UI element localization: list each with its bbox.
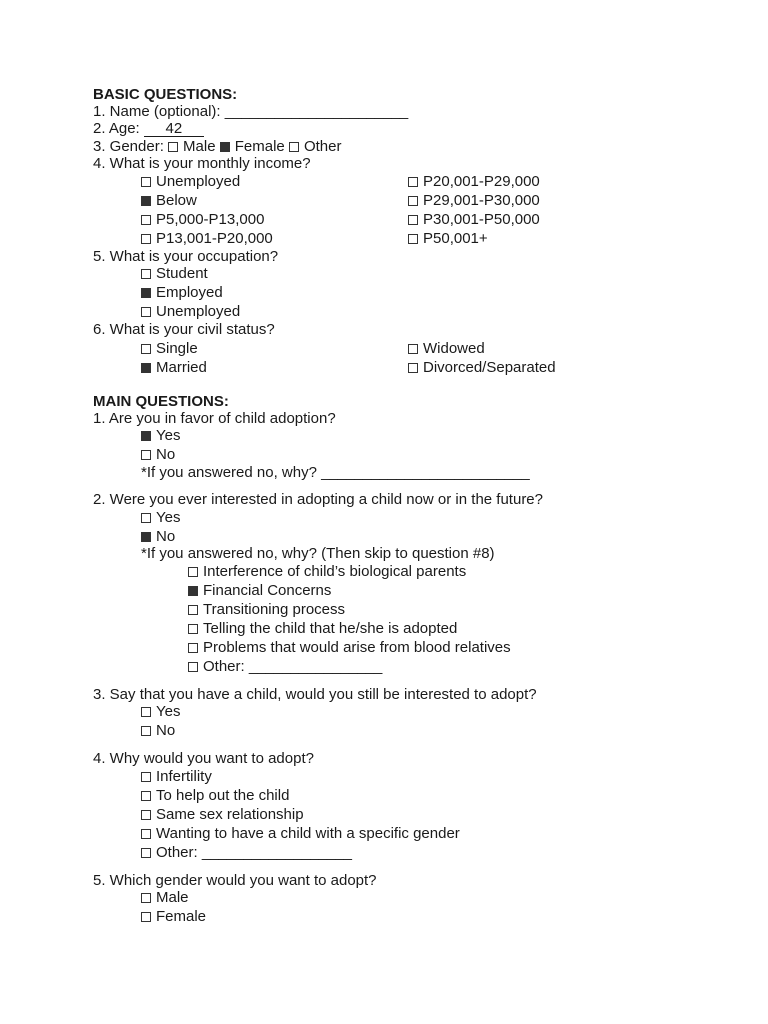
why-adopt-option (141, 787, 289, 805)
checkbox-icon (141, 234, 151, 244)
civil-status-option (408, 359, 556, 377)
checkbox-icon (141, 215, 151, 225)
checkbox-icon (188, 605, 198, 615)
checkbox-filled-icon (141, 196, 151, 206)
checkbox-icon (141, 810, 151, 820)
checkbox-icon (141, 450, 151, 460)
adoption-interest-followup: *If you answered no, why? (Then skip to question #8) (141, 545, 495, 562)
adoption-favor-followup: *If you answered no, why? _________________________ (141, 464, 530, 481)
gender-question (93, 138, 341, 156)
gender-label: 3. Gender: (93, 138, 169, 155)
option-label: Yes (156, 509, 181, 526)
option-label: Infertility (156, 768, 212, 785)
why-adopt-option (141, 768, 212, 786)
income-option-label: Below (156, 192, 197, 209)
income-option (141, 173, 240, 191)
checkbox-filled-icon (141, 288, 151, 298)
checkbox-filled-icon (141, 363, 151, 373)
reason-label: Other: ________________ (203, 658, 383, 675)
civil-status-option (141, 359, 207, 377)
option-label: To help out the child (156, 787, 290, 804)
gender-adopt-option (141, 908, 206, 926)
occupation-question: 5. What is your occupation? (93, 248, 279, 265)
civil-status-option-label: Divorced/Separated (423, 359, 556, 376)
checkbox-icon (141, 829, 151, 839)
reason-option (188, 563, 466, 581)
reason-option (188, 639, 511, 657)
have-child-option (141, 722, 175, 740)
reason-label: Telling the child that he/she is adopted (203, 620, 458, 637)
income-option-label: P5,000-P13,000 (156, 211, 265, 228)
reason-option (188, 658, 382, 676)
checkbox-icon (408, 363, 418, 373)
checkbox-icon (141, 707, 151, 717)
have-child-option (141, 703, 180, 721)
income-option-label: P29,001-P30,000 (423, 192, 540, 209)
option-label: Wanting to have a child with a specific gender (156, 825, 460, 842)
gender-other-checkbox (289, 142, 299, 152)
civil-status-option (408, 340, 485, 358)
adoption-interest-option (141, 528, 175, 546)
income-question: 4. What is your monthly income? (93, 155, 311, 172)
age-question (93, 120, 204, 138)
occupation-option-label: Employed (156, 284, 223, 301)
income-option-label: P30,001-P50,000 (423, 211, 540, 228)
adoption-interest-question: 2. Were you ever interested in adopting a child now or in the future? (93, 491, 543, 508)
age-value: 42 (144, 121, 204, 137)
checkbox-icon (141, 513, 151, 523)
civil-status-option-label: Single (156, 340, 198, 357)
checkbox-icon (188, 662, 198, 672)
checkbox-icon (141, 912, 151, 922)
income-option-label: P13,001-P20,000 (156, 230, 273, 247)
checkbox-icon (141, 848, 151, 858)
income-option-label: P20,001-P29,000 (423, 173, 540, 190)
checkbox-icon (141, 177, 151, 187)
income-option (141, 211, 264, 229)
option-label: Yes (156, 427, 181, 444)
income-option (141, 192, 197, 210)
reason-option (188, 601, 345, 619)
checkbox-icon (408, 215, 418, 225)
civil-status-option (141, 340, 198, 358)
income-option (408, 192, 540, 210)
occupation-option (141, 284, 223, 302)
gender-adopt-question: 5. Which gender would you want to adopt? (93, 872, 377, 889)
occupation-option (141, 265, 208, 283)
occupation-option-label: Student (156, 265, 208, 282)
income-option-label: P50,001+ (423, 230, 488, 247)
option-label: Other: __________________ (156, 844, 353, 861)
checkbox-icon (141, 726, 151, 736)
checkbox-icon (141, 269, 151, 279)
gender-female-label: Female (234, 138, 285, 155)
reason-option (188, 620, 457, 638)
checkbox-filled-icon (188, 586, 198, 596)
reason-label: Transitioning process (203, 601, 346, 618)
civil-status-option-label: Widowed (423, 340, 485, 357)
checkbox-icon (141, 772, 151, 782)
gender-other-label: Other (303, 138, 342, 155)
why-adopt-option (141, 844, 352, 862)
checkbox-icon (408, 344, 418, 354)
income-option (408, 230, 488, 248)
option-label: Female (156, 908, 207, 925)
checkbox-icon (188, 643, 198, 653)
option-label: No (156, 446, 176, 463)
reason-label: Interference of child’s biological parents (203, 563, 467, 580)
income-option (408, 211, 540, 229)
income-option (408, 173, 540, 191)
adoption-favor-option (141, 446, 175, 464)
gender-male-label: Male (183, 138, 216, 155)
checkbox-icon (408, 196, 418, 206)
option-label: Male (156, 889, 189, 906)
have-child-question: 3. Say that you have a child, would you still be interested to adopt? (93, 686, 537, 703)
checkbox-icon (188, 624, 198, 634)
option-label: No (156, 528, 176, 545)
reason-label: Financial Concerns (203, 582, 332, 599)
income-option (141, 230, 273, 248)
occupation-option-label: Unemployed (156, 303, 241, 320)
name-question: 1. Name (optional): ______________________ (93, 103, 409, 120)
checkbox-icon (141, 307, 151, 317)
gender-female-checkbox (220, 142, 230, 152)
gender-male-checkbox (168, 142, 178, 152)
civil-status-question: 6. What is your civil status? (93, 321, 275, 338)
civil-status-option-label: Married (156, 359, 207, 376)
adoption-favor-option (141, 427, 180, 445)
basic-questions-heading: BASIC QUESTIONS: (93, 86, 238, 103)
income-option-label: Unemployed (156, 173, 241, 190)
age-label: 2. Age: (93, 120, 144, 137)
option-label: No (156, 722, 176, 739)
occupation-option (141, 303, 240, 321)
checkbox-icon (141, 344, 151, 354)
why-adopt-option (141, 825, 460, 843)
adoption-interest-option (141, 509, 180, 527)
reason-option (188, 582, 331, 600)
option-label: Yes (156, 703, 181, 720)
adoption-favor-question: 1. Are you in favor of child adoption? (93, 410, 336, 427)
option-label: Same sex relationship (156, 806, 304, 823)
checkbox-filled-icon (141, 532, 151, 542)
main-questions-heading: MAIN QUESTIONS: (93, 393, 229, 410)
gender-adopt-option (141, 889, 189, 907)
why-adopt-question: 4. Why would you want to adopt? (93, 750, 314, 767)
checkbox-icon (141, 791, 151, 801)
reason-label: Problems that would arise from blood relatives (203, 639, 511, 656)
checkbox-icon (188, 567, 198, 577)
checkbox-filled-icon (141, 431, 151, 441)
checkbox-icon (408, 234, 418, 244)
checkbox-icon (408, 177, 418, 187)
why-adopt-option (141, 806, 304, 824)
checkbox-icon (141, 893, 151, 903)
